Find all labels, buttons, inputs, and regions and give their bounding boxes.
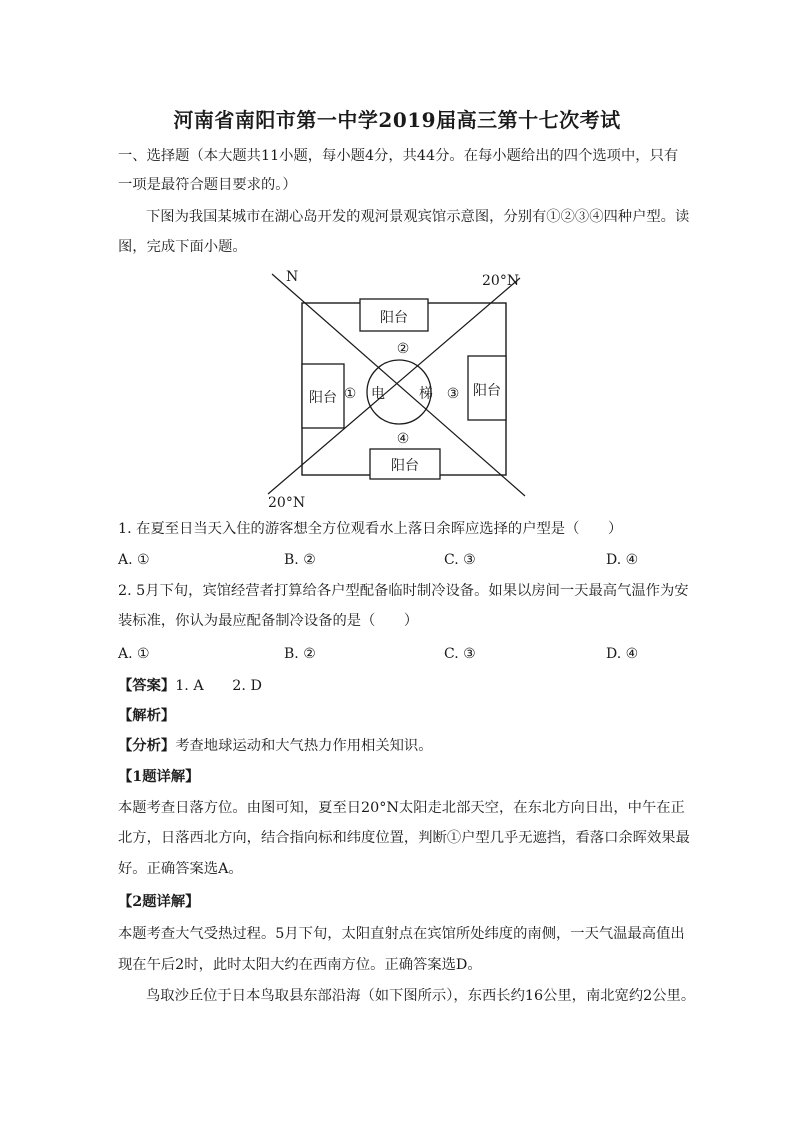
detail-2-label: 【2题详解】 bbox=[118, 894, 200, 910]
detail-1-label: 【1题详解】 bbox=[118, 769, 200, 785]
detail-2-line1: 本题考查大气受热过程。5月下旬，太阳直射点在宾馆所处纬度的南侧，一天气温最高值出 bbox=[118, 926, 685, 942]
section-header-line2: 一项是最符合题目要求的。） bbox=[118, 177, 297, 193]
detail-2-line2: 现在午后2时，此时太阳大约在西南方位。正确答案选D。 bbox=[118, 957, 482, 973]
north-label: N bbox=[286, 269, 299, 285]
analysis-label: 【解析】 bbox=[118, 708, 176, 724]
detail-1-line2: 北方，日落西北方向，结合指向标和纬度位置，判断①户型几乎无遮挡，看落口余晖效果最 bbox=[118, 830, 690, 846]
detail-1-line1: 本题考查日落方位。由图可知，夏至日20°N太阳走北部天空，在东北方向日出，中午在正 bbox=[118, 800, 685, 816]
q2-option-d: D. ④ bbox=[606, 646, 639, 662]
elevator-char-2: 梯 bbox=[419, 386, 433, 402]
fenxi-label: 【分析】 bbox=[118, 738, 176, 754]
next-question-intro: 鸟取沙丘位于日本鸟取县东部沿海（如下图所示），东西长约16公里，南北宽约2公里。 bbox=[146, 988, 696, 1004]
fenxi-row bbox=[118, 737, 433, 755]
q2-option-c: C. ③ bbox=[444, 646, 476, 662]
question-2-stem-line2: 装标准，你认为最应配备制冷设备的是（ ） bbox=[118, 613, 419, 629]
question-2-stem-line1: 2. 5月下旬，宾馆经营者打算给各户型配备临时制冷设备。如果以房间一天最高气温作为安 bbox=[118, 583, 689, 599]
unit-3-label: ③ bbox=[446, 386, 460, 402]
hotel-layout-diagram bbox=[260, 262, 540, 512]
intro-line1: 下图为我国某城市在湖心岛开发的观河景观宾馆示意图，分别有①②③④四种户型。读 bbox=[146, 209, 690, 225]
balcony-top-label: 阳台 bbox=[380, 310, 408, 326]
detail-1-line3: 好。正确答案选A。 bbox=[118, 861, 243, 877]
answer-row bbox=[118, 677, 262, 695]
unit-2-label: ② bbox=[396, 341, 410, 357]
intro-line2: 图，完成下面小题。 bbox=[118, 239, 247, 255]
section-header-line1: 一、选择题（本大题共11小题，每小题4分，共44分。在每小题给出的四个选项中，只有 bbox=[118, 148, 679, 164]
question-1-stem: 1. 在夏至日当天入住的游客想全方位观看水上落日余晖应选择的户型是（ ） bbox=[118, 521, 623, 537]
q2-option-a: A. ① bbox=[118, 646, 150, 662]
q1-option-b: B. ② bbox=[284, 552, 316, 568]
balcony-right-label: 阳台 bbox=[473, 383, 501, 399]
unit-1-label: ① bbox=[343, 386, 357, 402]
unit-4-label: ④ bbox=[396, 431, 410, 447]
lat-label-top: 20°N bbox=[482, 273, 520, 289]
balcony-left-label: 阳台 bbox=[309, 390, 337, 406]
answer-label: 【答案】 bbox=[118, 678, 176, 694]
balcony-bottom-label: 阳台 bbox=[391, 458, 419, 474]
q1-option-c: C. ③ bbox=[444, 552, 476, 568]
q2-option-b: B. ② bbox=[284, 646, 316, 662]
elevator-char-1: 电 bbox=[371, 386, 385, 402]
lat-label-bottom: 20°N bbox=[268, 495, 306, 511]
fenxi-text: 考查地球运动和大气热力作用相关知识。 bbox=[175, 738, 433, 754]
q1-option-d: D. ④ bbox=[606, 552, 639, 568]
page-title: 河南省南阳市第一中学2019届高三第十七次考试 bbox=[173, 108, 621, 132]
q1-option-a: A. ① bbox=[118, 552, 150, 568]
answer-text: 1. A 2. D bbox=[175, 678, 262, 694]
